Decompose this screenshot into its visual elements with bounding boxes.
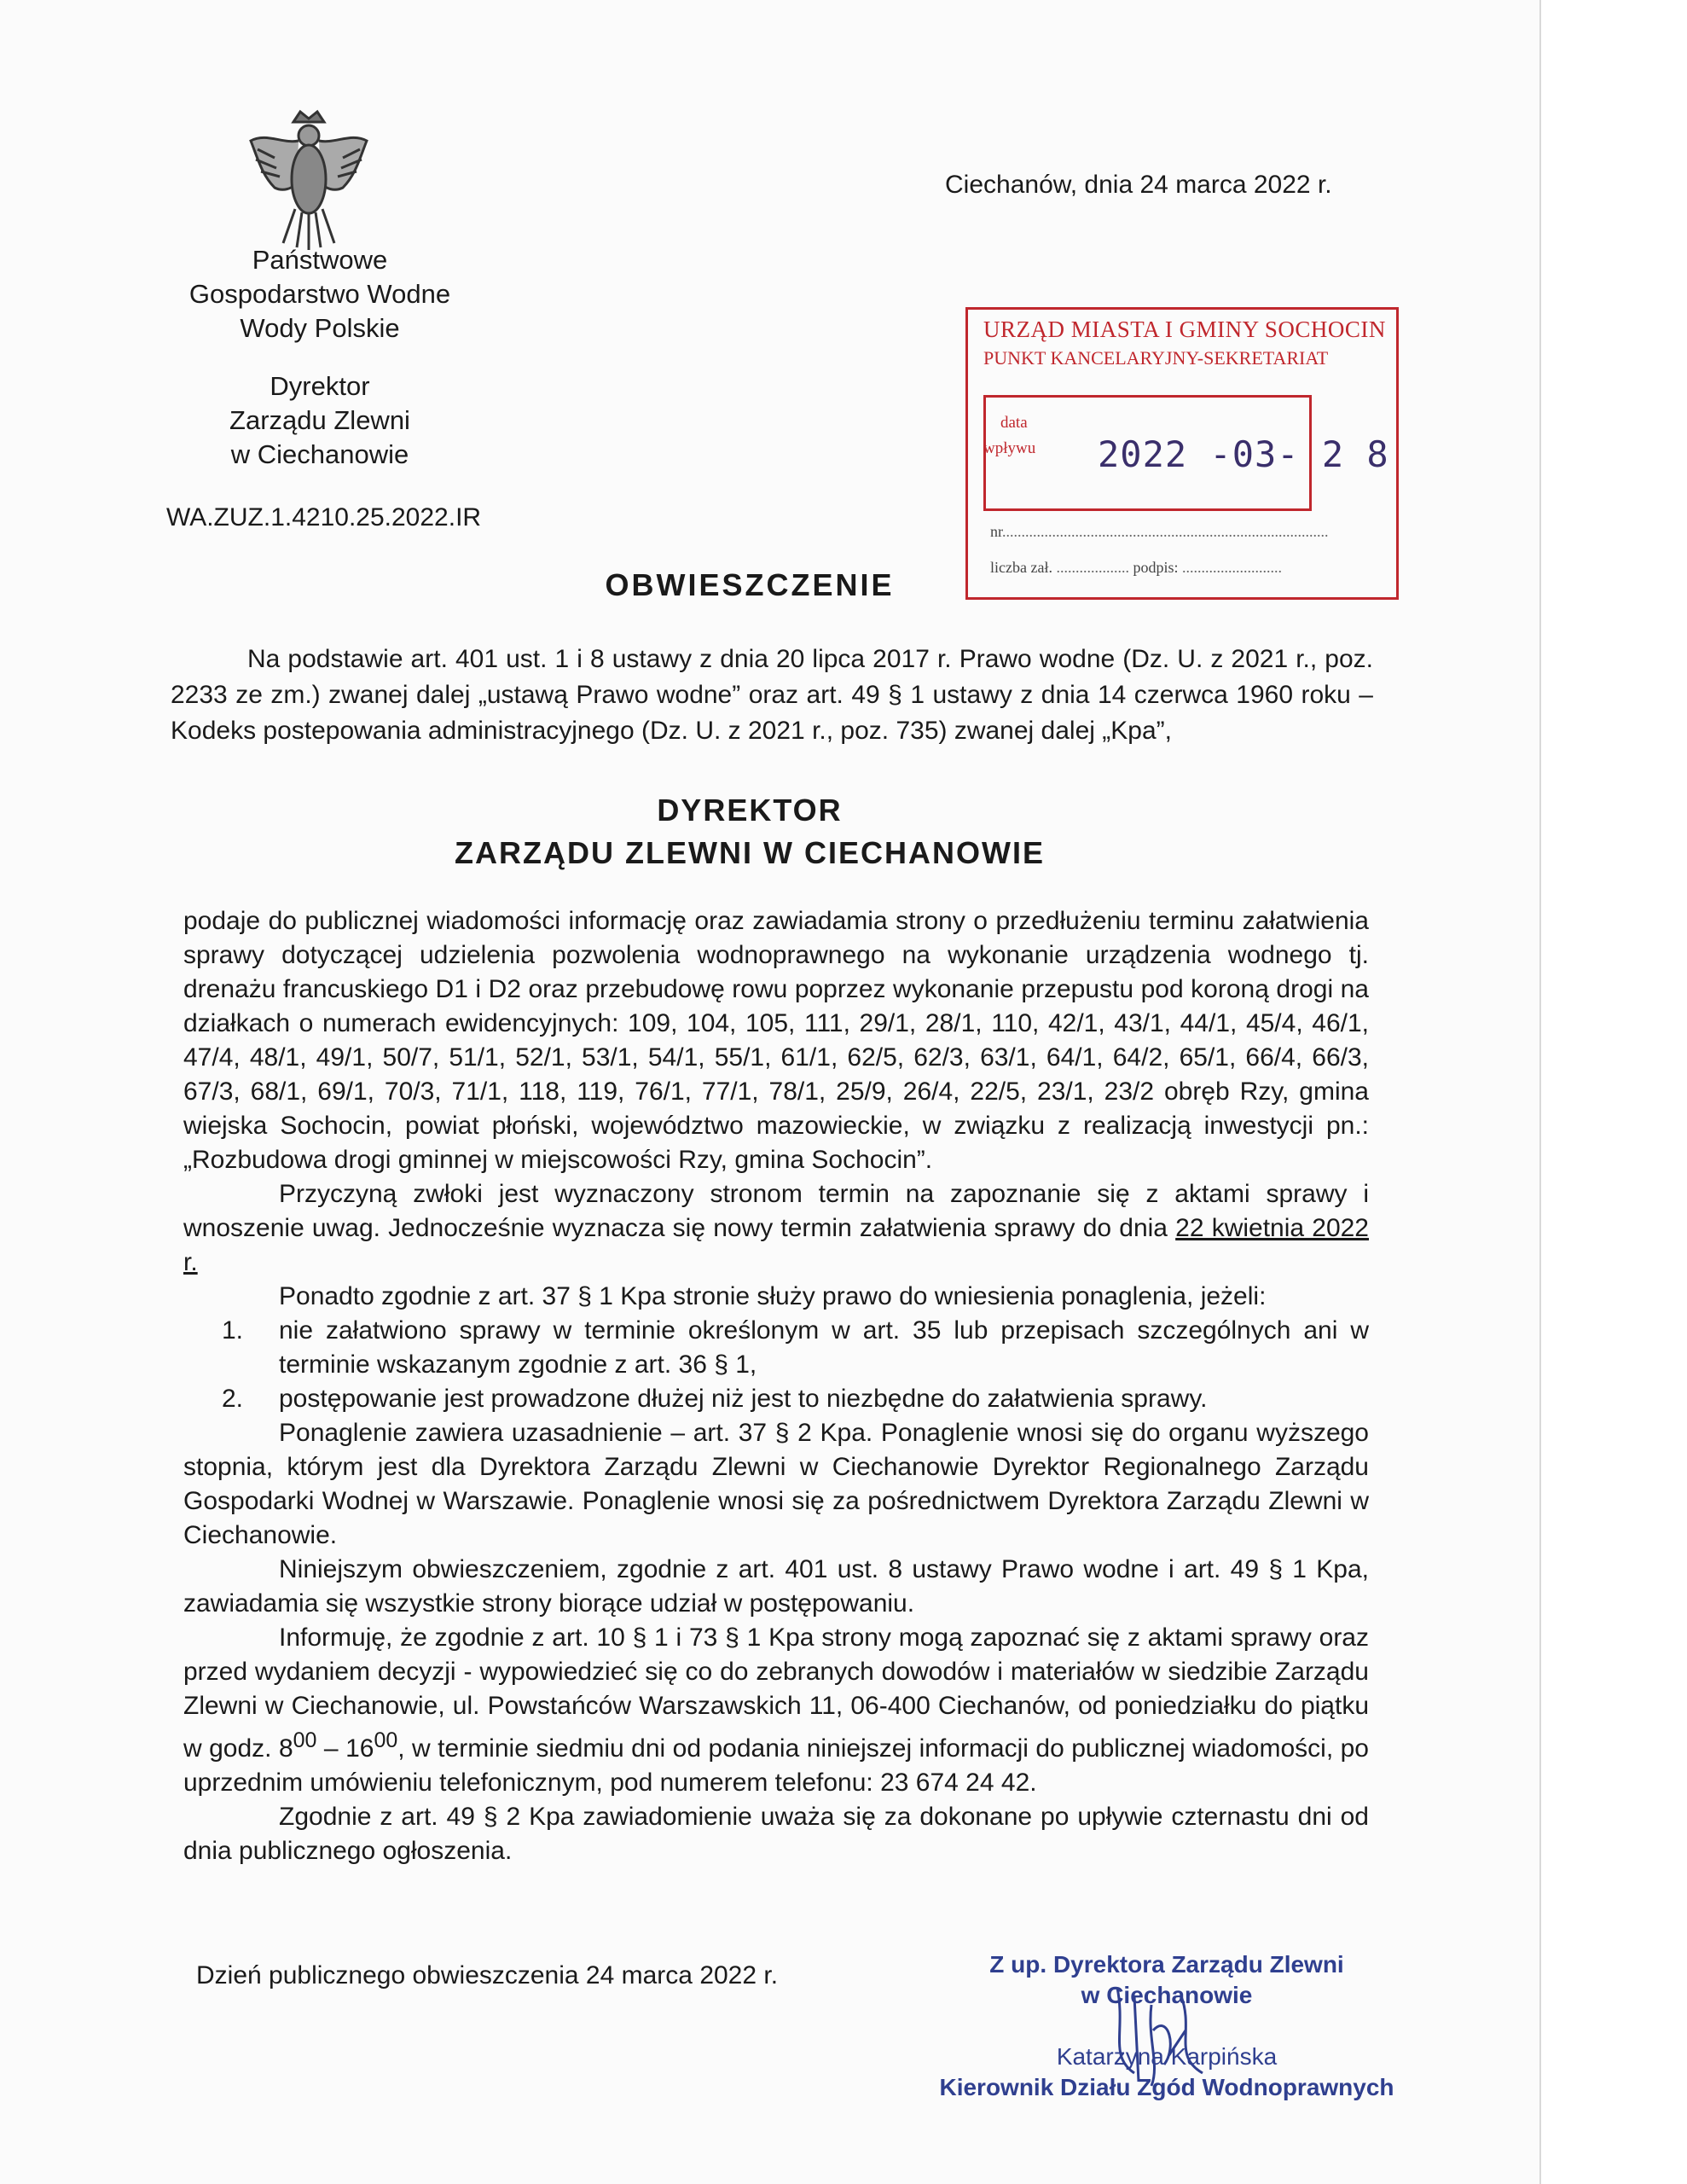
authority-heading-line2: ZARZĄDU ZLEWNI W CIECHANOWIE xyxy=(455,835,1045,870)
stamp-data-label: data xyxy=(1000,414,1028,432)
receipt-stamp xyxy=(965,307,1399,600)
signature-line2: w Ciechanowie xyxy=(1081,1982,1253,2008)
spacer xyxy=(145,346,495,369)
polish-eagle-emblem xyxy=(241,107,377,252)
list-item xyxy=(183,1314,1369,1382)
issuer-line: Zarządu Zlewni xyxy=(229,405,410,435)
new-deadline-date: 22 kwietnia 2022 r. xyxy=(183,1214,1369,1276)
hours-superscript: 00 xyxy=(293,1728,317,1752)
issuer-line: Państwowe xyxy=(252,245,388,275)
stamp-received-date: 2022 -03- 2 8 xyxy=(1098,433,1389,475)
body-paragraph: podaje do publicznej wiadomości informację oraz zawiadamia strony o przedłużeniu terminu załatwienia sprawy dotyczącej udzielenia pozwolenia wodnoprawnego na wykonanie urządzenia wodnego tj. drenażu francuskiego D1 i D2 oraz przebudowę rowu poprzez wykonanie przepustu pod koroną drogi na działkach o numerach ewidencyjnych: 109, 104, 105, 111, 29/1, 28/1, 110, 42/1, 43/1, 44/1, 45/4, 46/1, 47/4, 48/1, 49/1, 50/7, 51/1, 52/1, 53/1, 54/1, 55/1, 61/1, 62/5, 62/3, 63/1, 64/1, 64/2, 65/1, 66/4, 66/3, 67/3, 68/1, 69/1, 70/3, 71/1, 118, 119, 76/1, 77/1, 78/1, 25/9, 26/4, 22/5, 23/1, 23/2 obręb Rzy, gmina wiejska Sochocin, powiat płoński, województwo mazowieckie, w związku z realizacją inwestycji pn.: „Rozbudowa drogi gminnej w miejscowości Rzy, gmina Sochocin”. xyxy=(183,907,1369,1174)
body-paragraph xyxy=(183,1621,1369,1800)
scan-margin xyxy=(1539,0,1687,2184)
signatory-name: Katarzyna Karpińska xyxy=(1056,2043,1278,2070)
list-item xyxy=(183,1382,1369,1416)
hours-text-c: , w terminie siedmiu dni od podania niniejszej informacji do publicznej wiadomości, po uprzednim umówieniu telefonicznym, pod numerem telefonu: 23 674 24 42. xyxy=(183,1734,1369,1797)
issuer-line: Gospodarstwo Wodne xyxy=(188,279,451,309)
reference-number: WA.ZUZ.1.4210.25.2022.IR xyxy=(166,503,482,531)
legal-basis-paragraph: Na podstawie art. 401 ust. 1 i 8 ustawy z dnia 20 lipca 2017 r. Prawo wodne (Dz. U. z 2021 r., poz. 2233 ze zm.) zwanej dalej „ustawą Prawo wodne” oraz art. 49 § 1 ustawy z dnia 14 czerwca 1960 roku – Kodeks postepowania administracyjnego (Dz. U. z 2021 r., poz. 735) zwanej dalej „Kpa”, xyxy=(171,645,1373,745)
list-text: nie załatwiono sprawy w terminie określonym w art. 35 lub przepisach szczególnych ani w terminie wskazanym zgodnie z art. 36 § 1, xyxy=(279,1316,1369,1379)
signature-line1: Z up. Dyrektora Zarządu Zlewni xyxy=(989,1951,1344,1978)
list-text: postępowanie jest prowadzone dłużej niż jest to niezbędne do załatwienia sprawy. xyxy=(279,1385,1208,1413)
body-paragraph xyxy=(183,1177,1369,1280)
stamp-podpis-label: podpis: xyxy=(1133,559,1179,576)
issuer-line: w Ciechanowie xyxy=(230,439,409,469)
issuer-line: Dyrektor xyxy=(270,371,370,401)
hours-text-b: – 16 xyxy=(316,1734,374,1763)
hours-text-a: Informuję, że zgodnie z art. 10 § 1 i 73 § 1 Kpa strony mogą zapoznać się z aktami sprawy oraz przed wydaniem decyzji - wypowiedzieć się co do zebranych dowodów i materiałów w siedzibie Zarządu Zlewni w Ciechanowie, ul. Powstańców Warszawskich 11, 06-400 Ciechanów, od poniedziałku do piątku w godz. 8 xyxy=(183,1623,1369,1763)
issuer-line: Wody Polskie xyxy=(240,313,400,343)
stamp-liczba-label: liczba zał. xyxy=(990,559,1052,576)
body-paragraph: Ponaglenie zawiera uzasadnienie – art. 37 § 2 Kpa. Ponaglenie wnosi się do organu wyższego stopnia, którym jest dla Dyrektora Zarządu Zlewni w Ciechanowie Dyrektor Regionalnego Zarządu Gospodarki Wodnej w Warszawie. Ponaglenie wnosi się za pośrednictwem Dyrektora Zarządu Zlewni w Ciechanowie. xyxy=(183,1419,1369,1549)
stamp-desk: PUNKT KANCELARYJNY-SEKRETARIAT xyxy=(983,347,1329,369)
body-paragraph: Zgodnie z art. 49 § 2 Kpa zawiadomienie uważa się za dokonane po upływie czternastu dni od dnia publicznego ogłoszenia. xyxy=(183,1803,1369,1865)
stamp-office: URZĄD MIASTA I GMINY SOCHOCIN xyxy=(983,317,1386,342)
authority-heading xyxy=(0,789,1687,874)
issuer-block xyxy=(145,243,495,472)
body-paragraph: Niniejszym obwieszczeniem, zgodnie z art. 401 ust. 8 ustawy Prawo wodne i art. 49 § 1 Kpa, zawiadamia się wszystkie strony biorące udział w postępowaniu. xyxy=(183,1555,1369,1618)
list-number: 2. xyxy=(222,1385,244,1413)
stamp-attachments-field: liczba zał. ................... podpis: .......................... xyxy=(990,559,1282,576)
document-title: OBWIESZCZENIE xyxy=(605,567,895,602)
signatory-title: Kierownik Działu Zgód Wodnoprawnych xyxy=(939,2074,1394,2100)
conditions-list xyxy=(183,1314,1369,1416)
delay-reason-text: Przyczyną zwłoki jest wyznaczony stronom termin na zapoznanie się z aktami sprawy i wnoszenie uwag. Jednocześnie wyznacza się nowy termin załatwienia sprawy do dnia xyxy=(183,1180,1369,1242)
stamp-nr-field: nr..................................................................................... xyxy=(990,523,1329,540)
handwritten-signature xyxy=(1100,1979,1228,2099)
stamp-nr-label: nr xyxy=(990,523,1003,540)
notice-body xyxy=(183,904,1369,1868)
hours-superscript: 00 xyxy=(374,1728,398,1752)
publication-date: Dzień publicznego obwieszczenia 24 marca 2022 r. xyxy=(196,1961,779,1989)
authority-heading-line1: DYREKTOR xyxy=(657,793,843,828)
place-and-date: Ciechanów, dnia 24 marca 2022 r. xyxy=(945,171,1332,199)
stamp-wplywu-label: wpływu xyxy=(983,439,1036,457)
list-number: 1. xyxy=(222,1316,244,1345)
body-paragraph: Ponadto zgodnie z art. 37 § 1 Kpa stronie służy prawo do wniesienia ponaglenia, jeżeli: xyxy=(279,1282,1267,1310)
